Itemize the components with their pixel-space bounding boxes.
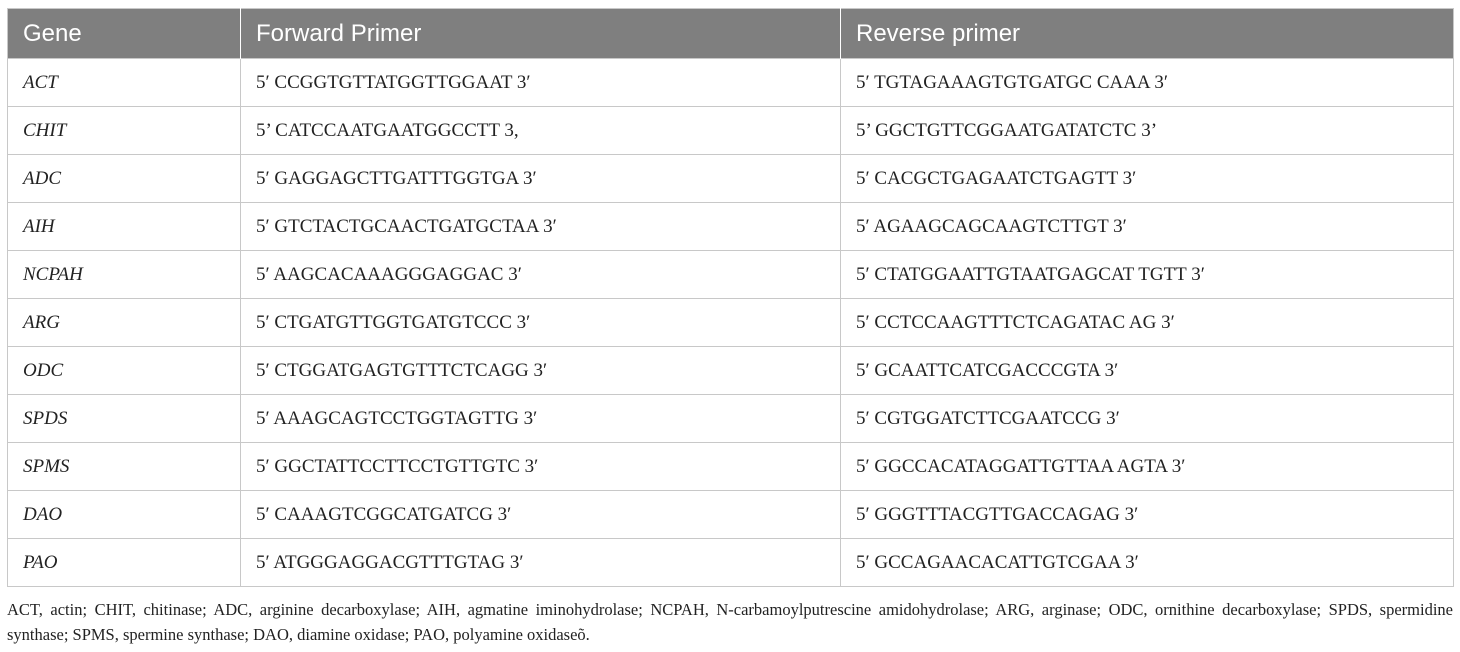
reverse-primer-cell: 5′ GGCCACATAGGATTGTTAA AGTA 3′ [841, 443, 1454, 491]
reverse-primer-cell: 5′ CCTCCAAGTTTCTCAGATAC AG 3′ [841, 299, 1454, 347]
table-row [8, 299, 1454, 347]
table-row [8, 107, 1454, 155]
gene-cell: AIH [8, 203, 241, 251]
gene-cell: SPDS [8, 395, 241, 443]
reverse-primer-cell: 5′ CACGCTGAGAATCTGAGTT 3′ [841, 155, 1454, 203]
header-forward-primer: Forward Primer [241, 9, 841, 59]
table-row [8, 155, 1454, 203]
primer-table [7, 8, 1454, 587]
reverse-primer-cell: 5′ GCCAGAACACATTGTCGAA 3′ [841, 539, 1454, 587]
reverse-primer-cell: 5′ GCAATTCATCGACCCGTA 3′ [841, 347, 1454, 395]
header-gene: Gene [8, 9, 241, 59]
gene-cell: NCPAH [8, 251, 241, 299]
table-row [8, 539, 1454, 587]
forward-primer-cell: 5′ ATGGGAGGACGTTTGTAG 3′ [241, 539, 841, 587]
table-footnote: ACT, actin; CHIT, chitinase; ADC, arginine decarboxylase; AIH, agmatine iminohydrolase; NCPAH, N-carbamoylputrescine amidohydrolase; ARG, arginase; ODC, ornithine decarboxylase; SPDS, spermidine synthase; SPMS, spermine synthase; DAO, diamine oxidase; PAO, polyamine oxidaseõ. [7, 600, 1453, 644]
gene-cell: PAO [8, 539, 241, 587]
gene-cell: ACT [8, 59, 241, 107]
table-row [8, 443, 1454, 491]
forward-primer-cell: 5’ CATCCAATGAATGGCCTT 3, [241, 107, 841, 155]
gene-cell: ADC [8, 155, 241, 203]
table-header [8, 9, 1454, 59]
table-row [8, 347, 1454, 395]
forward-primer-cell: 5′ GTCTACTGCAACTGATGCTAA 3′ [241, 203, 841, 251]
gene-cell: CHIT [8, 107, 241, 155]
forward-primer-cell: 5′ AAGCACAAAGGGAGGAC 3′ [241, 251, 841, 299]
header-row [8, 9, 1454, 59]
table-row [8, 395, 1454, 443]
forward-primer-cell: 5′ CTGGATGAGTGTTTCTCAGG 3′ [241, 347, 841, 395]
reverse-primer-cell: 5′ GGGTTTACGTTGACCAGAG 3′ [841, 491, 1454, 539]
forward-primer-cell: 5′ CCGGTGTTATGGTTGGAAT 3′ [241, 59, 841, 107]
reverse-primer-cell: 5′ AGAAGCAGCAAGTCTTGT 3′ [841, 203, 1454, 251]
table-row [8, 59, 1454, 107]
gene-cell: SPMS [8, 443, 241, 491]
gene-cell: ODC [8, 347, 241, 395]
forward-primer-cell: 5′ CTGATGTTGGTGATGTCCC 3′ [241, 299, 841, 347]
header-reverse-primer: Reverse primer [841, 9, 1454, 59]
reverse-primer-cell: 5’ GGCTGTTCGGAATGATATCTC 3’ [841, 107, 1454, 155]
table-row [8, 491, 1454, 539]
reverse-primer-cell: 5′ CGTGGATCTTCGAATCCG 3′ [841, 395, 1454, 443]
reverse-primer-cell: 5′ CTATGGAATTGTAATGAGCAT TGTT 3′ [841, 251, 1454, 299]
forward-primer-cell: 5′ GAGGAGCTTGATTTGGTGA 3′ [241, 155, 841, 203]
reverse-primer-cell: 5′ TGTAGAAAGTGTGATGC CAAA 3′ [841, 59, 1454, 107]
table-row [8, 203, 1454, 251]
table-row [8, 251, 1454, 299]
gene-cell: DAO [8, 491, 241, 539]
gene-cell: ARG [8, 299, 241, 347]
forward-primer-cell: 5′ AAAGCAGTCCTGGTAGTTG 3′ [241, 395, 841, 443]
table-body [8, 59, 1454, 587]
forward-primer-cell: 5′ CAAAGTCGGCATGATCG 3′ [241, 491, 841, 539]
forward-primer-cell: 5′ GGCTATTCCTTCCTGTTGTC 3′ [241, 443, 841, 491]
primer-table-container [7, 8, 1453, 587]
